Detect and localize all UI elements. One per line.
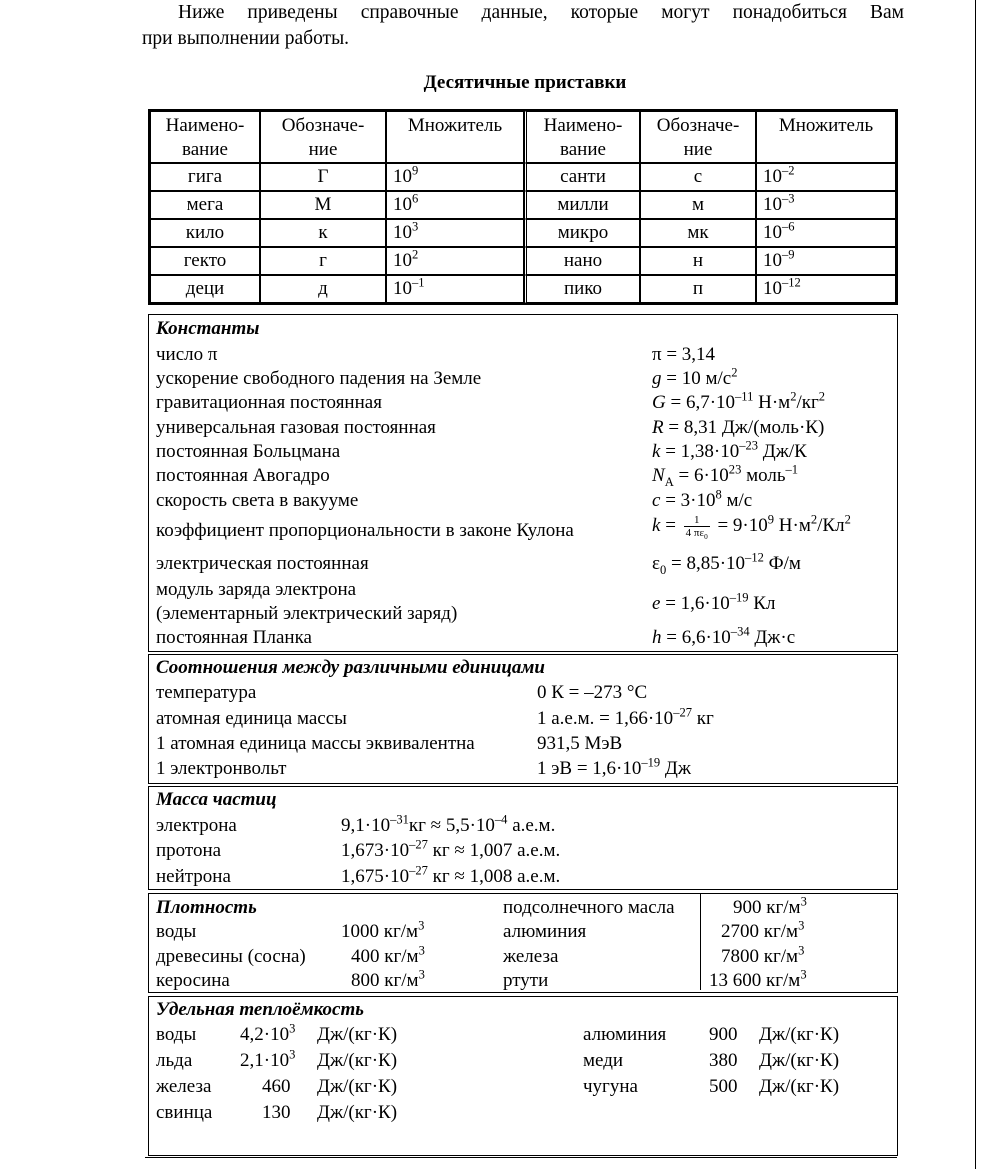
prefix-symbol: д <box>260 275 386 303</box>
constant-value: $N_A = 6\cdot 10^{23}$ моль$^{-1}$ <box>652 462 799 489</box>
constant-value: π = 3,14 <box>652 344 716 365</box>
heat-value: 500 <box>709 1076 738 1097</box>
prefix-symbol: н <box>640 247 756 275</box>
prefix-row <box>150 275 896 303</box>
prefix-name: гекто <box>150 247 260 275</box>
intro-line-2: при выполнении работы. <box>142 28 350 49</box>
heat-label: алюминия <box>583 1024 667 1045</box>
heat-unit: Дж/(кг·К) <box>759 1076 840 1097</box>
heat-value: $4,2\cdot 10^3$ <box>240 1021 296 1045</box>
relation-value: 1 эВ = $1,6\cdot 10^{-19}$ Дж <box>537 755 692 779</box>
density-value: 800 $кг/м^3$ <box>351 967 425 991</box>
prefix-symbol: к <box>260 219 386 247</box>
heat-label: льда <box>156 1050 193 1071</box>
constant-value: R = 8,31 Дж/(моль·К) <box>652 417 825 438</box>
constant-label: постоянная Планка <box>156 627 312 648</box>
density-label: воды <box>156 921 197 942</box>
density-label: подсолнечного масла <box>503 897 675 918</box>
prefix-multiplier: $10^{-2}$ <box>756 163 896 191</box>
prefix-multiplier: $10^9$ <box>386 163 524 191</box>
prefix-name: кило <box>150 219 260 247</box>
prefix-symbol: м <box>640 191 756 219</box>
prefix-name: санти <box>524 163 640 191</box>
heat-unit: Дж/(кг·К) <box>759 1024 840 1045</box>
prefix-name: нано <box>524 247 640 275</box>
constant-label-2: (элементарный электрический заряд) <box>156 603 458 624</box>
prefix-symbol: п <box>640 275 756 303</box>
heat-label: воды <box>156 1024 197 1045</box>
heat-unit: Дж/(кг·К) <box>317 1050 398 1071</box>
density-label: древесины (сосна) <box>156 946 306 967</box>
page-edge-rule <box>975 0 976 1169</box>
bottom-rule <box>145 1157 897 1158</box>
constant-label: электрическая постоянная <box>156 553 369 574</box>
header-name-2: Наимено- вание <box>524 111 640 163</box>
constants-title: Константы <box>156 318 260 339</box>
prefix-symbol: г <box>260 247 386 275</box>
prefix-row <box>150 247 896 275</box>
heat-label: чугуна <box>583 1076 638 1097</box>
relation-label: температура <box>156 682 257 703</box>
header-symbol-2: Обозначе- ние <box>640 111 756 163</box>
heat-label: меди <box>583 1050 624 1071</box>
constant-label: модуль заряда электрона <box>156 579 357 600</box>
masses-title: Масса частиц <box>156 789 277 810</box>
constant-value: k = $\frac{1}{4 \pi\varepsilon_0}$ = $9\cdot 10^9$ $Н\cdot м^2/Кл^2$ <box>652 512 851 542</box>
prefix-multiplier: $10^6$ <box>386 191 524 219</box>
prefix-multiplier: $10^{-6}$ <box>756 219 896 247</box>
prefix-multiplier: $10^{-9}$ <box>756 247 896 275</box>
prefix-row <box>150 163 896 191</box>
density-label: керосина <box>156 970 230 991</box>
density-value: 400 $кг/м^3$ <box>351 943 425 967</box>
prefix-name: милли <box>524 191 640 219</box>
relations-title: Соотношения между различными единицами <box>156 657 545 678</box>
heat-title: Удельная теплоёмкость <box>156 999 364 1020</box>
prefix-symbol: мк <box>640 219 756 247</box>
density-label: алюминия <box>503 921 587 942</box>
density-value: 900 $кг/м^3$ <box>733 894 807 918</box>
prefix-name: пико <box>524 275 640 303</box>
constant-value: $k = 1,38\cdot 10^{-23}$ Дж/К <box>652 438 807 462</box>
mass-value: $9,1\cdot 10^{-31}кг \approx 5,5\cdot 10^{-4}$ а.е.м. <box>341 812 556 836</box>
constant-value: g = 10 $м/с^2$ <box>652 365 738 389</box>
constant-label: постоянная Больцмана <box>156 441 341 462</box>
density-title: Плотность <box>156 897 257 918</box>
mass-value: $1,673\cdot 10^{-27}$ кг ≈ 1,007 а.е.м. <box>341 837 561 861</box>
density-value: 13 600 $кг/м^3$ <box>709 967 807 991</box>
heat-value: 380 <box>709 1050 738 1071</box>
mass-label: электрона <box>156 815 237 836</box>
prefix-symbol: Г <box>260 163 386 191</box>
relation-value: 931,5 МэВ <box>537 733 623 754</box>
relation-label: 1 электронвольт <box>156 758 287 779</box>
prefix-symbol: с <box>640 163 756 191</box>
heat-value: $2,1\cdot 10^3$ <box>240 1047 296 1071</box>
constant-label: скорость света в вакууме <box>156 490 359 511</box>
intro-paragraph <box>142 0 904 52</box>
header-symbol: Обозначе- ние <box>260 111 386 163</box>
constant-value: $h = 6,6\cdot 10^{-34}$ Дж·с <box>652 624 796 648</box>
heat-value: 900 <box>709 1024 738 1045</box>
header-multiplier-2: Множитель <box>756 111 896 163</box>
constant-value: $G = 6,7\cdot 10^{-11}$ $Н\cdot м^2/кг^2$ <box>652 389 826 413</box>
constant-label: универсальная газовая постоянная <box>156 417 436 438</box>
relation-label: атомная единица массы <box>156 708 347 729</box>
header-multiplier: Множитель <box>386 111 524 163</box>
prefix-multiplier: $10^2$ <box>386 247 524 275</box>
density-value: 2700 $кг/м^3$ <box>721 918 805 942</box>
prefix-name: гига <box>150 163 260 191</box>
coulomb-fraction: $\frac{1}{4 \pi\varepsilon_0}$ <box>685 514 708 542</box>
heat-value: 130 <box>262 1102 291 1123</box>
prefix-name: мега <box>150 191 260 219</box>
prefix-multiplier: $10^{-1}$ <box>386 275 524 303</box>
heat-unit: Дж/(кг·К) <box>317 1102 398 1123</box>
heat-unit: Дж/(кг·К) <box>317 1024 398 1045</box>
heat-unit: Дж/(кг·К) <box>317 1076 398 1097</box>
mass-label: протона <box>156 840 222 861</box>
constant-label: гравитационная постоянная <box>156 392 382 413</box>
prefix-multiplier: $10^3$ <box>386 219 524 247</box>
prefixes-title: Десятичные приставки <box>423 72 627 93</box>
prefix-row <box>150 219 896 247</box>
relation-value: 0 К = –273 °С <box>537 682 648 703</box>
prefix-name: микро <box>524 219 640 247</box>
density-value: 7800 $кг/м^3$ <box>721 943 805 967</box>
prefix-row <box>150 191 896 219</box>
density-divider <box>700 894 701 990</box>
constant-value: $c = 3\cdot 10^8$ м/с <box>652 487 753 511</box>
prefix-multiplier: $10^{-3}$ <box>756 191 896 219</box>
density-label: железа <box>503 946 559 967</box>
constant-label: ускорение свободного падения на Земле <box>156 368 482 389</box>
constant-label: число π <box>156 344 218 365</box>
header-name: Наимено- вание <box>150 111 260 163</box>
heat-unit: Дж/(кг·К) <box>759 1050 840 1071</box>
intro-line-1: Ниже приведены справочные данные, которые могут понадобиться Вам <box>178 2 904 23</box>
prefixes-table <box>148 109 898 305</box>
heat-value: 460 <box>262 1076 291 1097</box>
constant-label: коэффициент пропорциональности в законе Кулона <box>156 520 574 541</box>
heat-label: железа <box>156 1076 212 1097</box>
prefix-symbol: М <box>260 191 386 219</box>
prefix-multiplier: $10^{-12}$ <box>756 275 896 303</box>
relation-label: 1 атомная единица массы эквивалентна <box>156 733 475 754</box>
constant-value: $\varepsilon_0 = 8,85\cdot 10^{-12}$ Ф/м <box>652 550 801 577</box>
constant-label: постоянная Авогадро <box>156 465 330 486</box>
density-label: ртути <box>503 970 549 991</box>
density-value: 1000 $кг/м^3$ <box>341 918 425 942</box>
prefixes-header-row <box>150 111 896 163</box>
prefix-name: деци <box>150 275 260 303</box>
mass-value: $1,675\cdot 10^{-27}$ кг ≈ 1,008 а.е.м. <box>341 863 561 887</box>
heat-label: свинца <box>156 1102 213 1123</box>
relation-value: 1 а.е.м. = $1,66\cdot 10^{-27}$ кг <box>537 705 714 729</box>
constant-value: $e = 1,6\cdot 10^{-19}$ Кл <box>652 590 776 614</box>
mass-label: нейтрона <box>156 866 231 887</box>
